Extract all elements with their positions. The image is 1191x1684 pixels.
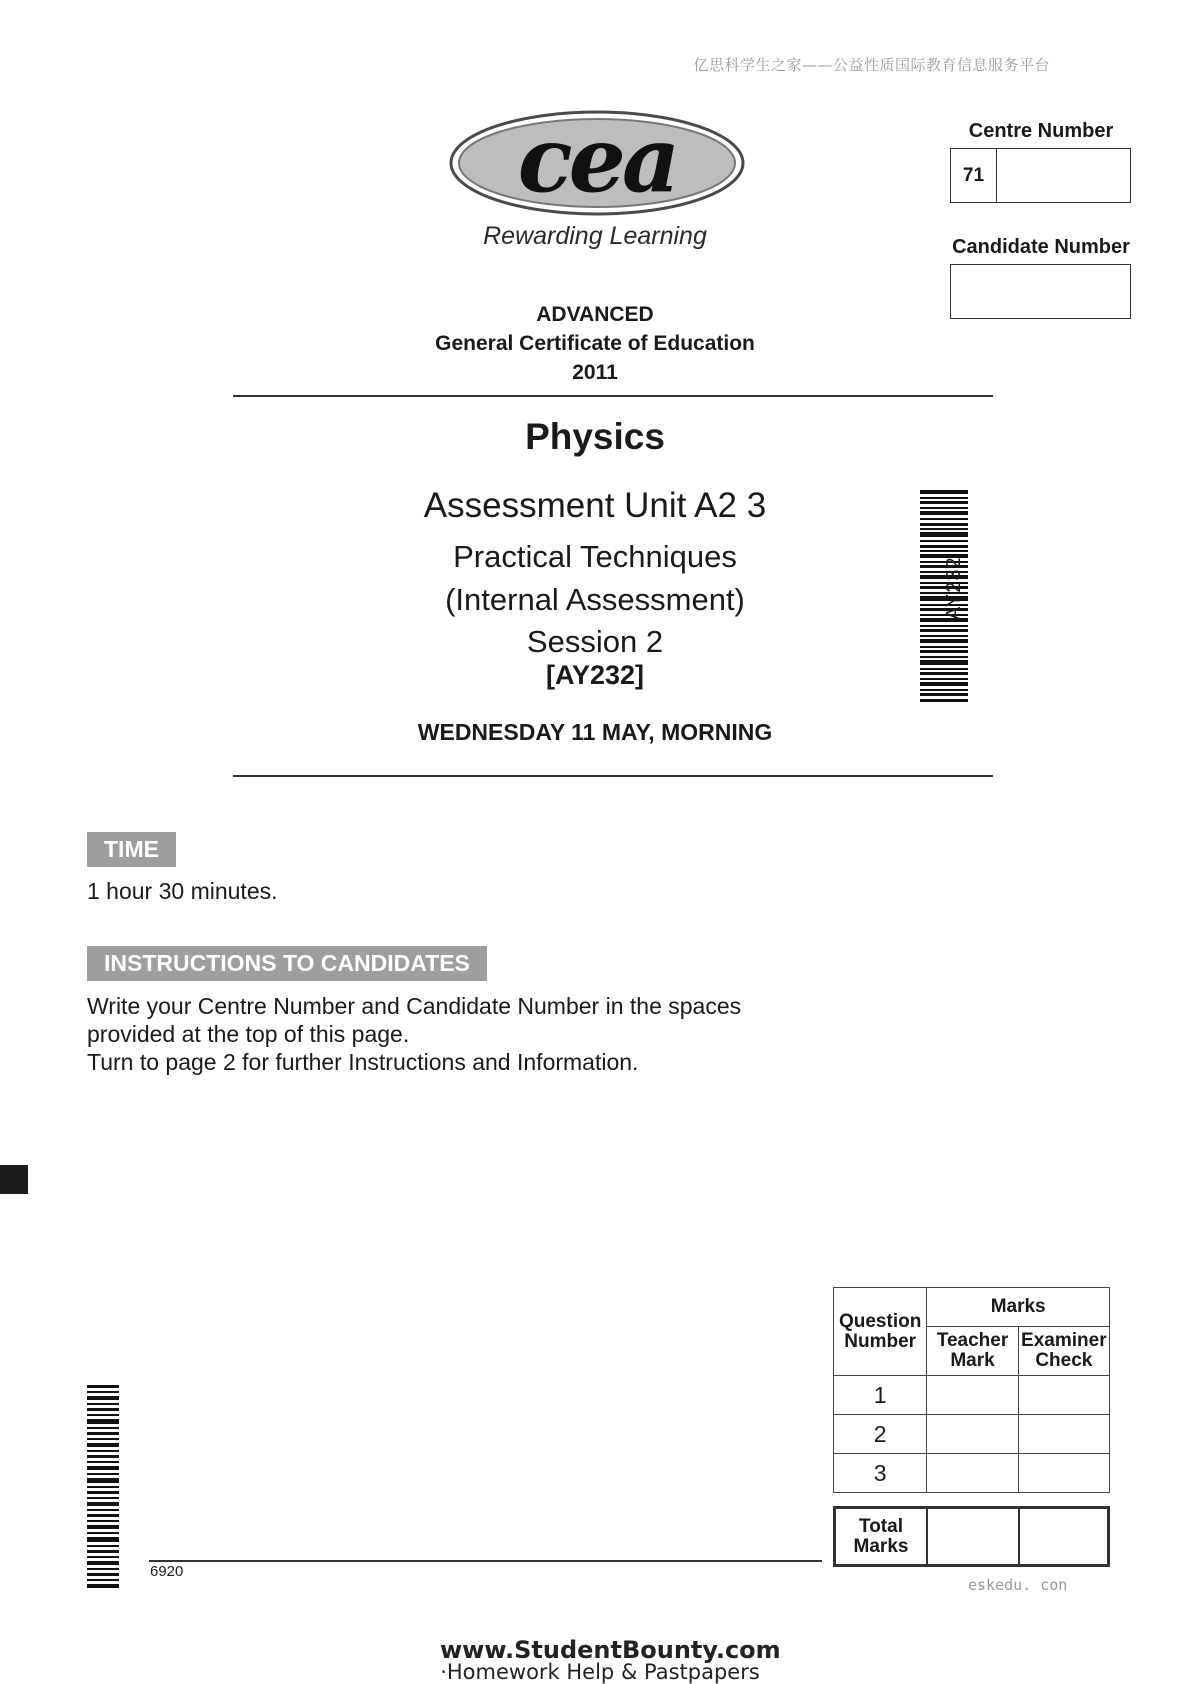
instruction-line: Turn to page 2 for further Instructions and Information. <box>87 1049 639 1075</box>
time-heading: TIME <box>87 832 176 867</box>
page-code: 6920 <box>150 1563 184 1580</box>
alignment-mark <box>0 1165 28 1194</box>
teacher-mark-cell[interactable] <box>927 1376 1018 1415</box>
logo-tagline: Rewarding Learning <box>483 222 707 250</box>
studentbounty-url: www.StudentBounty.com <box>440 1636 781 1664</box>
candidate-number-label: Candidate Number <box>952 236 1130 258</box>
subject-title: Physics <box>525 416 665 457</box>
cea-logo <box>448 108 746 218</box>
table-row <box>834 1454 1110 1493</box>
studentbounty-watermark <box>440 1636 781 1684</box>
marks-table <box>833 1287 1110 1493</box>
table-row <box>834 1376 1110 1415</box>
exam-date: WEDNESDAY 11 MAY, MORNING <box>417 719 773 745</box>
question-number-header: Question Number <box>834 1288 927 1376</box>
instruction-line: provided at the top of this page. <box>87 1021 410 1047</box>
total-marks-table <box>833 1506 1110 1567</box>
centre-number-label: Centre Number <box>968 120 1114 142</box>
question-number-cell: 2 <box>834 1415 927 1454</box>
question-number-cell: 3 <box>834 1454 927 1493</box>
teacher-mark-cell[interactable] <box>927 1415 1018 1454</box>
paper-code: [AY232] <box>545 660 645 690</box>
barcode-label: AY232 <box>943 556 965 620</box>
centre-number-field[interactable] <box>950 148 1131 203</box>
examiner-check-cell[interactable] <box>1018 1454 1109 1493</box>
unit-subtitle-3: Session 2 <box>526 624 664 659</box>
time-text: 1 hour 30 minutes. <box>87 878 278 904</box>
instructions-heading: INSTRUCTIONS TO CANDIDATES <box>87 946 487 981</box>
logo-wordmark: cea <box>517 108 677 213</box>
footer-watermark: eskedu. con <box>968 1576 1068 1594</box>
teacher-mark-cell[interactable] <box>927 1454 1018 1493</box>
examiner-check-cell[interactable] <box>1018 1376 1109 1415</box>
qualification-name: General Certificate of Education <box>435 332 755 355</box>
examiner-check-header: Examiner Check <box>1018 1327 1109 1376</box>
candidate-number-field[interactable] <box>950 264 1131 319</box>
qualification-year: 2011 <box>572 361 618 384</box>
footer-divider <box>149 1560 822 1562</box>
date-divider <box>233 775 993 777</box>
question-number-cell: 1 <box>834 1376 927 1415</box>
examiner-check-cell[interactable] <box>1018 1415 1109 1454</box>
instruction-line: Write your Centre Number and Candidate Number in the spaces <box>87 993 742 1019</box>
page-barcode <box>87 1385 119 1588</box>
table-row <box>834 1415 1110 1454</box>
total-teacher-cell[interactable] <box>927 1508 1019 1566</box>
instructions-text <box>87 992 741 1076</box>
teacher-mark-header: Teacher Mark <box>927 1327 1018 1376</box>
total-marks-label: Total Marks <box>835 1508 928 1566</box>
unit-title: Assessment Unit A2 3 <box>423 486 767 525</box>
total-examiner-cell[interactable] <box>1019 1508 1109 1566</box>
unit-subtitle-2: (Internal Assessment) <box>445 582 745 617</box>
header-divider <box>233 395 993 397</box>
unit-subtitle-1: Practical Techniques <box>453 539 737 574</box>
watermark-header: 亿思科学生之家——公益性质国际教育信息服务平台 <box>693 56 1050 74</box>
centre-number-prefix: 71 <box>951 149 997 202</box>
qualification-level: ADVANCED <box>536 303 654 326</box>
studentbounty-tagline: ·Homework Help & Pastpapers <box>440 1660 760 1684</box>
marks-header: Marks <box>927 1288 1110 1327</box>
